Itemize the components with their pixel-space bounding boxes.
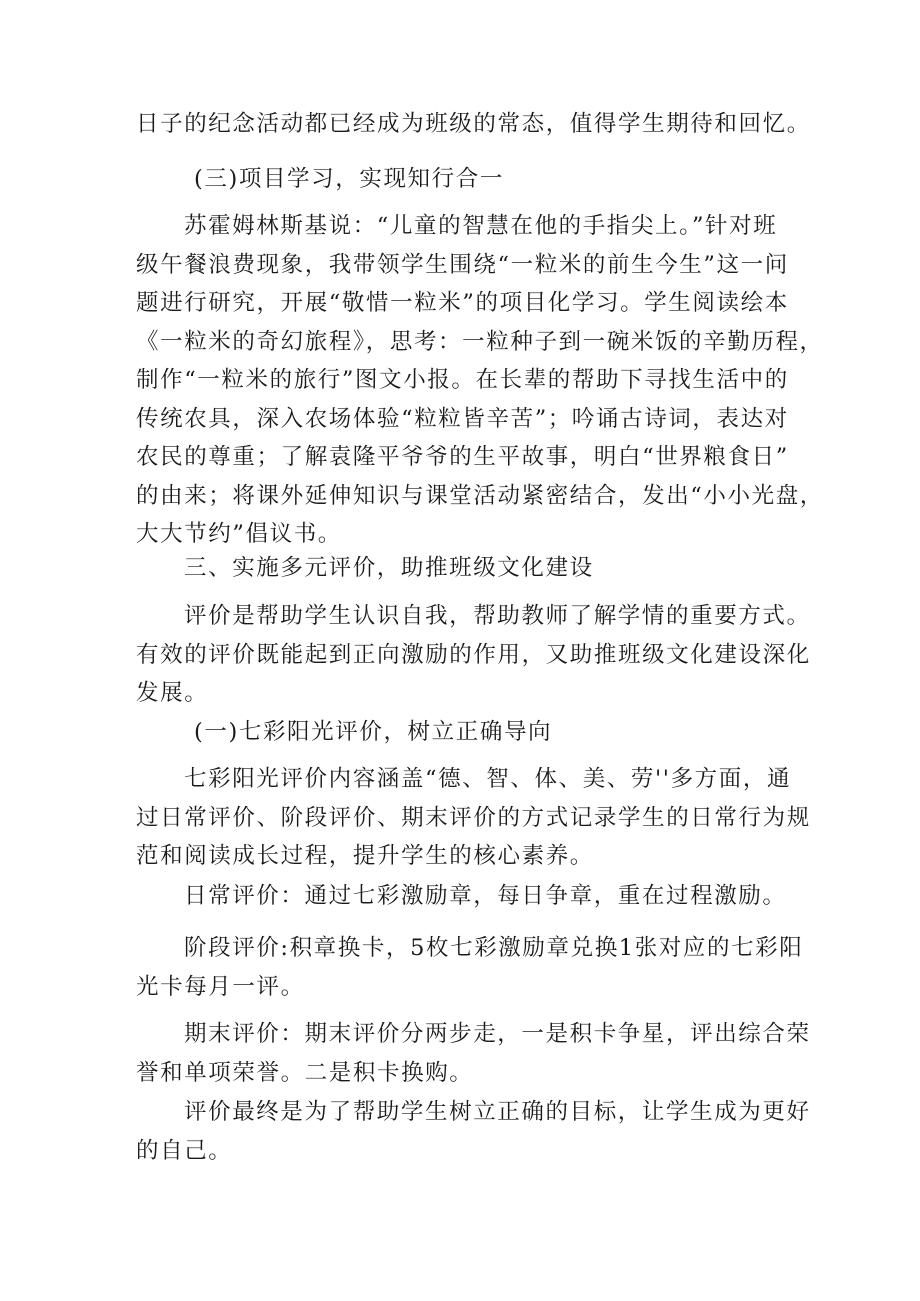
text-line: 发展。 [136, 680, 209, 706]
paragraph-stage-evaluation [136, 929, 804, 1006]
text-line: 有效的评价既能起到正向激励的作用，又助推班级文化建设深化 [136, 641, 811, 668]
text-line: 农民的尊重；了解袁隆平爷爷的生平故事，明白“世界粮食日” [136, 444, 789, 470]
paragraph-end [136, 105, 811, 144]
text-line: 级午餐浪费现象，我带领学生围绕“一粒米的前生今生”这一问 [136, 251, 789, 278]
paragraph-daily-evaluation [136, 877, 796, 916]
paragraph-closing [136, 1093, 811, 1170]
section-heading [136, 549, 796, 588]
text-line: 日子的纪念活动都已经成为班级的常态，值得学生期待和回忆。 [136, 111, 811, 137]
text-line: 范和阅读成长过程，提升学生的核心素养。 [136, 843, 594, 869]
text-line: 期末评价：期末评价分两步走，一是积卡争星，评出综合荣 [184, 1021, 811, 1047]
text-line: 阶段评价:积章换卡，5枚七彩激励章兑换1张对应的七彩阳 [184, 935, 804, 961]
text-line: 评价最终是为了帮助学生树立正确的目标，让学生成为更好 [184, 1099, 811, 1125]
paragraph [136, 760, 811, 876]
text-line: 制作“一粒米的旅行”图文小报。在长辈的帮助下寻找生活中的 [136, 367, 789, 393]
subheading-rainbow-evaluation [136, 713, 796, 752]
text-line: 日常评价：通过七彩激励章，每日争章，重在过程激励。 [184, 883, 787, 909]
text-line: 评价是帮助学生认识自我，帮助教师了解学情的重要方式。 [184, 603, 811, 629]
text-line: 光卡每月一评。 [136, 973, 305, 1000]
paragraph [136, 597, 811, 713]
text-line: 大大节约”倡议书。 [136, 521, 342, 547]
text-line: 传统农具，深入农场体验“粒粒皆辛苦”；吟诵古诗词，表达对 [136, 405, 789, 432]
text-line: 题进行研究，开展“敬惜一粒米”的项目化学习。学生阅读绘本 [136, 290, 789, 316]
text-line: 的由来；将课外延伸知识与课堂活动紧密结合，发出“小小光盘， [136, 482, 824, 509]
paragraph-final-evaluation [136, 1015, 811, 1092]
heading-text: 三、实施多元评价，助推班级文化建设 [184, 555, 594, 581]
text-line: 苏霍姆林斯基说：“儿童的智慧在他的手指尖上。”针对班 [184, 213, 778, 239]
subheading-text: (三)项目学习，实现知行合一 [194, 166, 504, 192]
text-line: 誉和单项荣誉。二是积卡换购。 [136, 1059, 474, 1086]
subheading-text: (一)七彩阳光评价，树立正确导向 [194, 719, 553, 745]
subheading-project-learning [136, 160, 796, 199]
text-line: 七彩阳光评价内容涵盖“德、智、体、美、劳''多方面，通 [184, 766, 792, 792]
paragraph [136, 207, 824, 554]
text-line: 过日常评价、阶段评价、期末评价的方式记录学生的日常行为规 [136, 804, 811, 831]
text-line: 的自己。 [136, 1137, 233, 1164]
text-line: 《一粒米的奇幻旅程》，思考：一粒种子到一碗米饭的辛勤历程， [136, 328, 824, 355]
